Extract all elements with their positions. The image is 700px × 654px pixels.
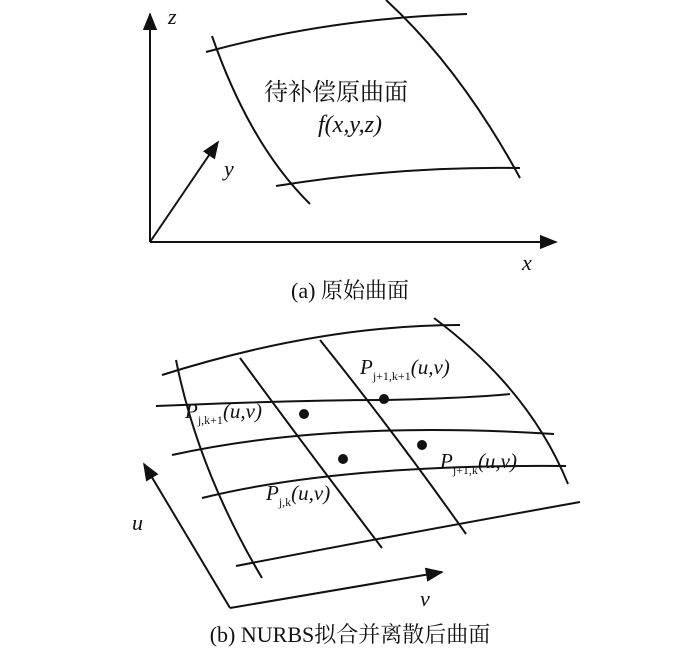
label-p-j1-k: $P_{j+1,k}(u,v)$ <box>440 449 517 477</box>
label-p-j-k1: $P_{j,k+1}(u,v)$ <box>185 399 262 427</box>
panel-a <box>150 0 556 303</box>
panel-b <box>132 318 580 647</box>
x-axis-label: x <box>522 250 532 275</box>
label-p-j1-k1: $P_{j+1,k+1}(u,v)$ <box>360 355 450 383</box>
point-j-k <box>338 454 348 464</box>
point-j-k1 <box>299 409 309 419</box>
surface-bottom-edge <box>276 168 520 186</box>
u-axis-label: u <box>132 510 143 535</box>
point-j1-k1 <box>379 394 389 404</box>
label-p-j-k: $P_{j,k}(u,v)$ <box>266 481 331 509</box>
grid-row-5 <box>236 502 580 566</box>
caption-b: (b) NURBS拟合并离散后曲面 <box>209 622 491 647</box>
surface-function: f(x,y,z) <box>318 112 382 138</box>
grid-col-1 <box>176 360 262 578</box>
u-axis <box>144 464 230 608</box>
z-axis-label: z <box>168 4 177 29</box>
surface-top-edge <box>206 14 467 52</box>
y-axis <box>150 142 218 242</box>
grid-row-2 <box>156 394 510 406</box>
point-j1-k <box>417 440 427 450</box>
grid-col-2 <box>240 358 382 548</box>
y-axis-label: y <box>224 156 234 181</box>
surface-title: 待补偿原曲面 <box>264 80 408 106</box>
v-axis-label: v <box>420 586 430 611</box>
caption-a: (a) 原始曲面 <box>291 278 409 303</box>
